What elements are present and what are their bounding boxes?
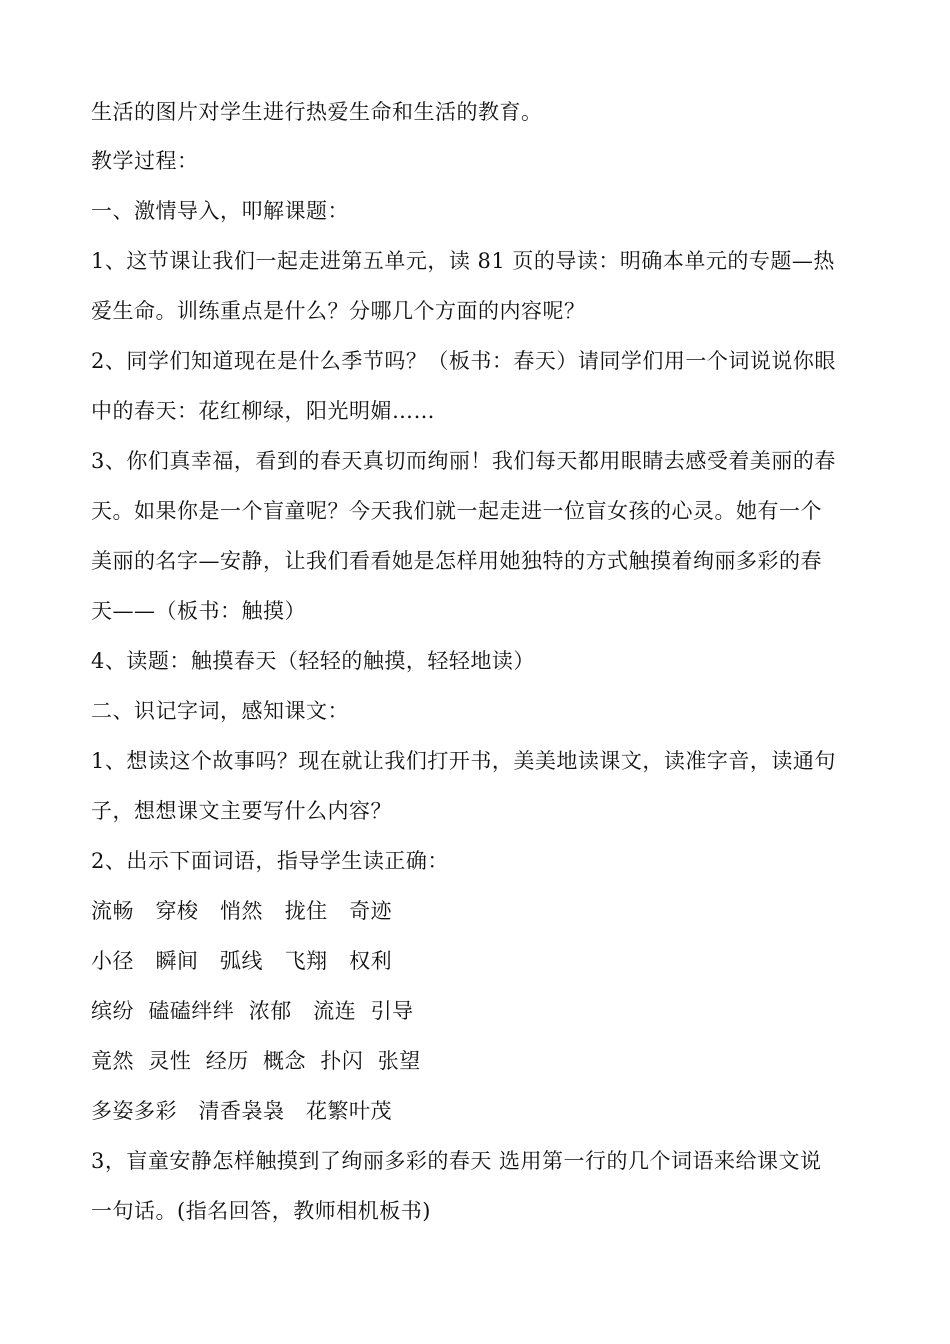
text-line: 天。如果你是一个盲童呢？今天我们就一起走进一位盲女孩的心灵。她有一个 <box>91 499 822 523</box>
text-line: 子，想想课文主要写什么内容？ <box>91 799 392 823</box>
text-line: 3、你们真幸福，看到的春天真切而绚丽！我们每天都用眼睛去感受着美丽的春 <box>91 449 836 473</box>
section-heading: 教学过程： <box>91 149 199 173</box>
text-line: 一句话。(指名回答，教师相机板书) <box>91 1199 431 1223</box>
text-line: 1、想读这个故事吗？现在就让我们打开书，美美地读课文，读准字音，读通句 <box>91 749 836 773</box>
text-line: 生活的图片对学生进行热爱生命和生活的教育。 <box>91 100 543 124</box>
word-row: 缤纷 磕磕绊绊 浓郁 流连 引导 <box>91 999 414 1023</box>
text-line: 1、这节课让我们一起走进第五单元，读 81 页的导读：明确本单元的专题—热 <box>91 249 835 273</box>
section-heading: 一、激情导入，叩解课题： <box>91 199 349 223</box>
text-line: 2、出示下面词语，指导学生读正确： <box>91 849 449 873</box>
word-row: 竟然 灵性 经历 概念 扑闪 张望 <box>91 1049 421 1073</box>
word-row: 流畅 穿梭 悄然 拢住 奇迹 <box>91 899 393 923</box>
text-line: 3，盲童安静怎样触摸到了绚丽多彩的春天 选用第一行的几个词语来给课文说 <box>91 1149 822 1173</box>
text-line: 中的春天：花红柳绿，阳光明媚…… <box>91 399 435 423</box>
text-line: 爱生命。训练重点是什么？分哪几个方面的内容呢？ <box>91 299 586 323</box>
text-line: 美丽的名字—安静，让我们看看她是怎样用她独特的方式触摸着绚丽多彩的春 <box>91 549 822 573</box>
text-line: 4、读题：触摸春天（轻轻的触摸，轻轻地读） <box>91 649 535 673</box>
section-heading: 二、识记字词，感知课文： <box>91 699 349 723</box>
text-line: 2、同学们知道现在是什么季节吗？（板书：春天）请同学们用一个词说说你眼 <box>91 349 836 373</box>
word-row: 小径 瞬间 弧线 飞翔 权利 <box>91 949 393 973</box>
text-line: 天——（板书：触摸） <box>91 599 306 623</box>
word-row: 多姿多彩 清香袅袅 花繁叶茂 <box>91 1099 393 1123</box>
